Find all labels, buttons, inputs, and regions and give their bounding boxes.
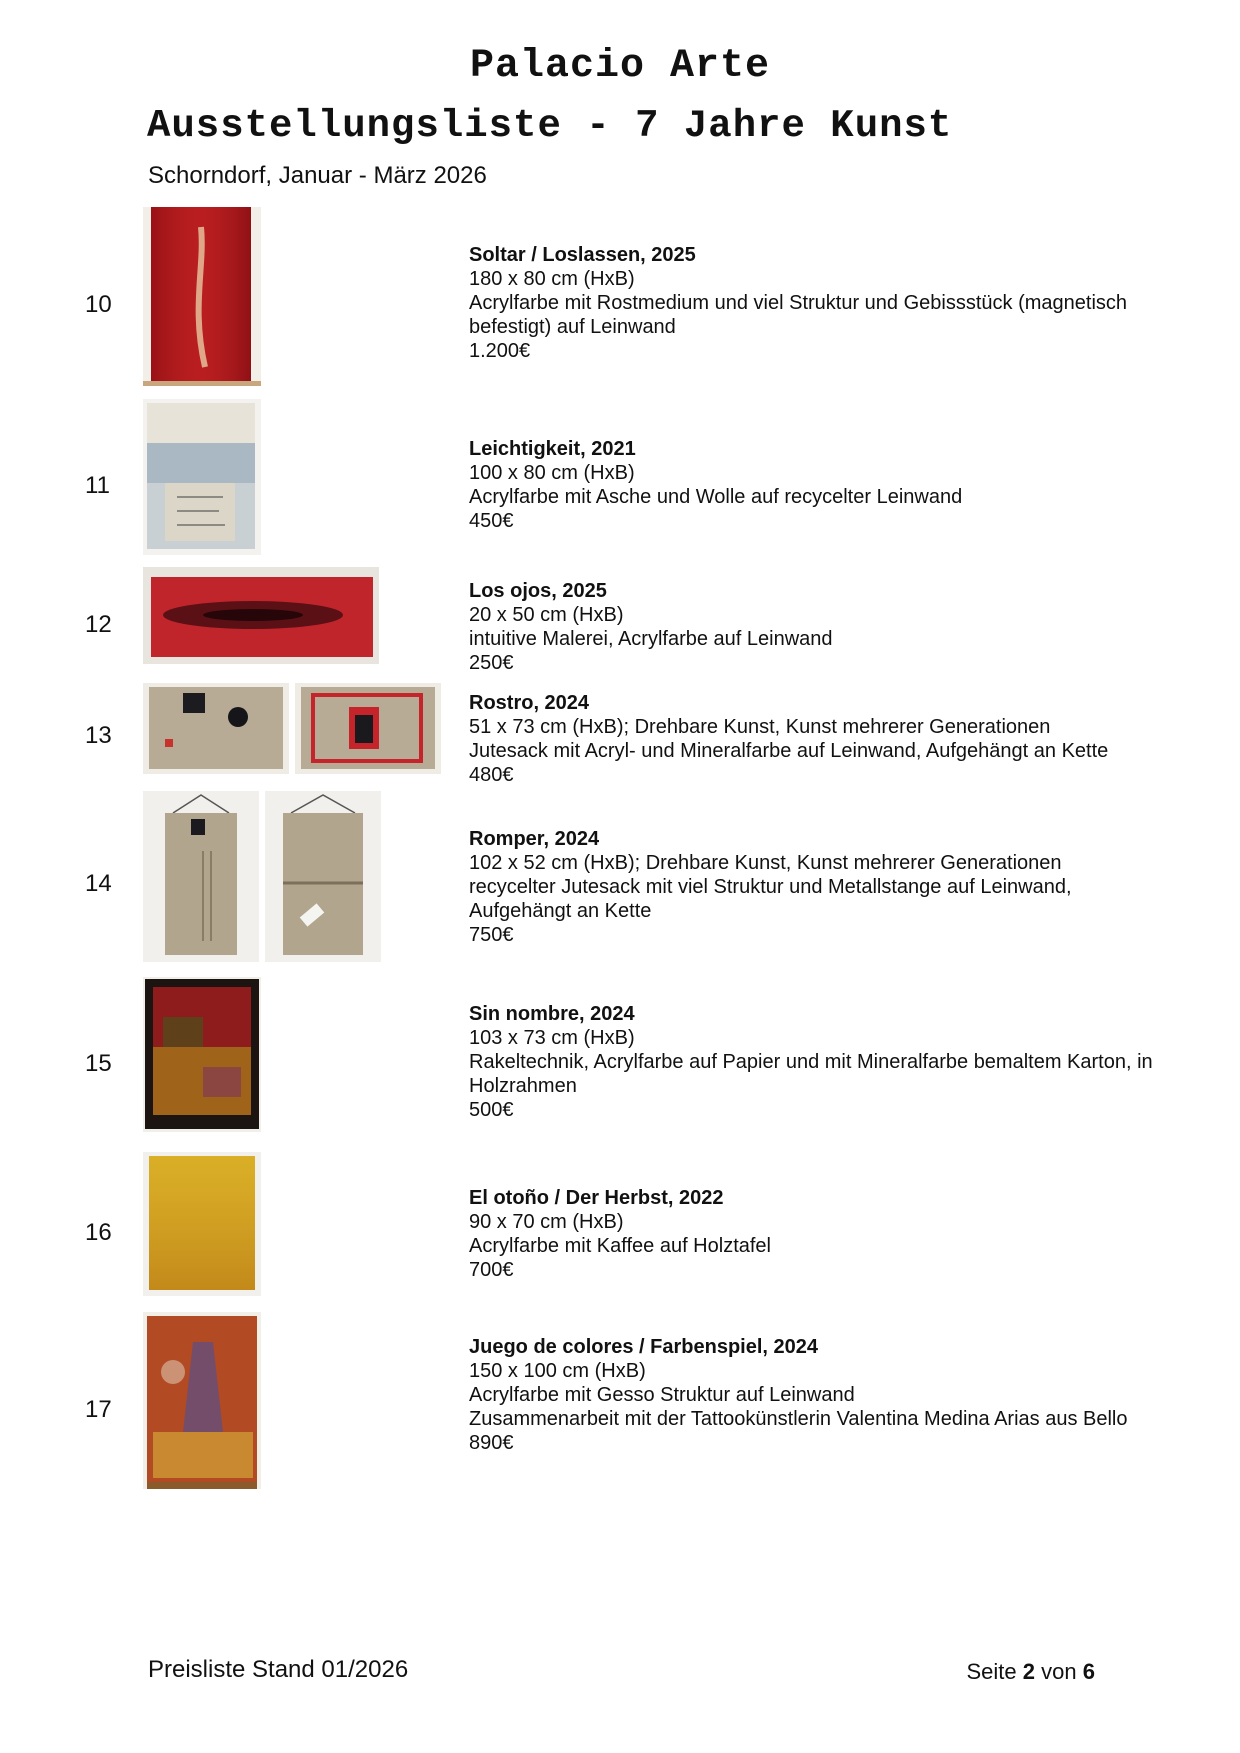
artwork-info [469, 1186, 1169, 1282]
price-list-date: Preisliste Stand 01/2026 [148, 1656, 409, 1683]
entry-number: 11 [85, 472, 110, 499]
entry-number: 13 [85, 722, 112, 749]
artwork-price: 1.200€ [469, 340, 531, 362]
artwork-entry-10 [0, 207, 1240, 386]
artwork-description: Acrylfarbe mit Asche und Wolle auf recycelter Leinwand [469, 486, 963, 508]
artwork-info [469, 437, 1169, 533]
artwork-size: 20 x 50 cm (HxB) [469, 604, 624, 626]
artwork-info [469, 1002, 1169, 1122]
artwork-title: Leichtigkeit, 2021 [469, 438, 636, 460]
artwork-size: 150 x 100 cm (HxB) [469, 1360, 646, 1382]
artwork-info [469, 579, 1169, 675]
page-prefix: Seite [966, 1659, 1017, 1684]
artwork-photo [143, 207, 261, 386]
brand-title: Palacio Arte [469, 44, 771, 89]
artwork-price: 480€ [469, 764, 514, 786]
artwork-info [469, 243, 1169, 363]
artwork-description: Acrylfarbe mit Rostmedium und viel Struktur und Gebissstück (magnetisch befestigt) auf Leinwand [469, 292, 1128, 338]
artwork-photo-back [265, 791, 381, 962]
artwork-description: Zusammenarbeit mit der Tattookünstlerin Valentina Medina Arias aus Bello [469, 1408, 1128, 1430]
page-title: Ausstellungsliste - 7 Jahre Kunst [147, 104, 953, 148]
artwork-price: 500€ [469, 1099, 514, 1121]
artwork-description: Acrylfarbe mit Gesso Struktur auf Leinwand [469, 1384, 855, 1406]
entry-number: 16 [85, 1219, 112, 1246]
artwork-title: Soltar / Loslassen, 2025 [469, 244, 696, 266]
artwork-entry-14 [0, 791, 1240, 962]
artwork-description: Acrylfarbe mit Kaffee auf Holztafel [469, 1235, 771, 1257]
artwork-photo [143, 1312, 261, 1489]
artwork-title: Los ojos, 2025 [469, 580, 607, 602]
entry-number: 15 [85, 1050, 112, 1077]
entry-number: 17 [85, 1396, 112, 1423]
artwork-size: 180 x 80 cm (HxB) [469, 268, 635, 290]
artwork-price: 890€ [469, 1432, 514, 1454]
artwork-info [469, 1335, 1169, 1455]
artwork-title: Juego de colores / Farbenspiel, 2024 [469, 1336, 819, 1358]
artwork-photo [143, 567, 379, 664]
artwork-info [469, 827, 1169, 947]
artwork-photo [143, 399, 261, 555]
artwork-entry-11 [0, 399, 1240, 555]
artwork-title: El otoño / Der Herbst, 2022 [469, 1187, 724, 1209]
artwork-title: Sin nombre, 2024 [469, 1003, 635, 1025]
artwork-entry-17 [0, 1312, 1240, 1489]
artwork-photo-front [143, 791, 259, 962]
entry-number: 10 [85, 291, 112, 318]
artwork-description: Jutesack mit Acryl- und Mineralfarbe auf Leinwand, Aufgehängt an Kette [469, 740, 1109, 762]
artwork-price: 700€ [469, 1259, 514, 1281]
artwork-size: 90 x 70 cm (HxB) [469, 1211, 624, 1233]
artwork-entry-16 [0, 1152, 1240, 1296]
artwork-size: 100 x 80 cm (HxB) [469, 462, 635, 484]
artwork-description: Rakeltechnik, Acrylfarbe auf Papier und mit Mineralfarbe bemaltem Karton, in Holzrahmen [469, 1051, 1153, 1097]
artwork-size: 103 x 73 cm (HxB) [469, 1027, 635, 1049]
artwork-size: 51 x 73 cm (HxB); Drehbare Kunst, Kunst mehrerer Generationen [469, 716, 1051, 738]
artwork-info [469, 691, 1169, 787]
subtitle: Schorndorf, Januar - März 2026 [148, 162, 487, 189]
artwork-photo-back [295, 683, 441, 774]
artwork-photo-front [143, 683, 289, 774]
artwork-description: recycelter Jutesack mit viel Struktur und Metallstange auf Leinwand, Aufgehängt an Kette [469, 876, 1072, 922]
artwork-photo [143, 1152, 261, 1296]
entry-number: 14 [85, 870, 112, 897]
artwork-entry-12 [0, 567, 1240, 674]
artwork-entry-13 [0, 683, 1240, 786]
artwork-price: 750€ [469, 924, 514, 946]
page-total: 6 [1082, 1659, 1095, 1684]
page-number [966, 1659, 1095, 1685]
entry-number: 12 [85, 611, 112, 638]
page-middle: von [1041, 1659, 1077, 1684]
artwork-price: 450€ [469, 510, 514, 532]
artwork-title: Rostro, 2024 [469, 692, 590, 714]
artwork-photo [143, 977, 261, 1132]
artwork-size: 102 x 52 cm (HxB); Drehbare Kunst, Kunst mehrerer Generationen [469, 852, 1062, 874]
page-current: 2 [1022, 1659, 1036, 1684]
artwork-description: intuitive Malerei, Acrylfarbe auf Leinwand [469, 628, 833, 650]
artwork-price: 250€ [469, 652, 514, 674]
artwork-title: Romper, 2024 [469, 828, 600, 850]
artwork-entry-15 [0, 977, 1240, 1132]
